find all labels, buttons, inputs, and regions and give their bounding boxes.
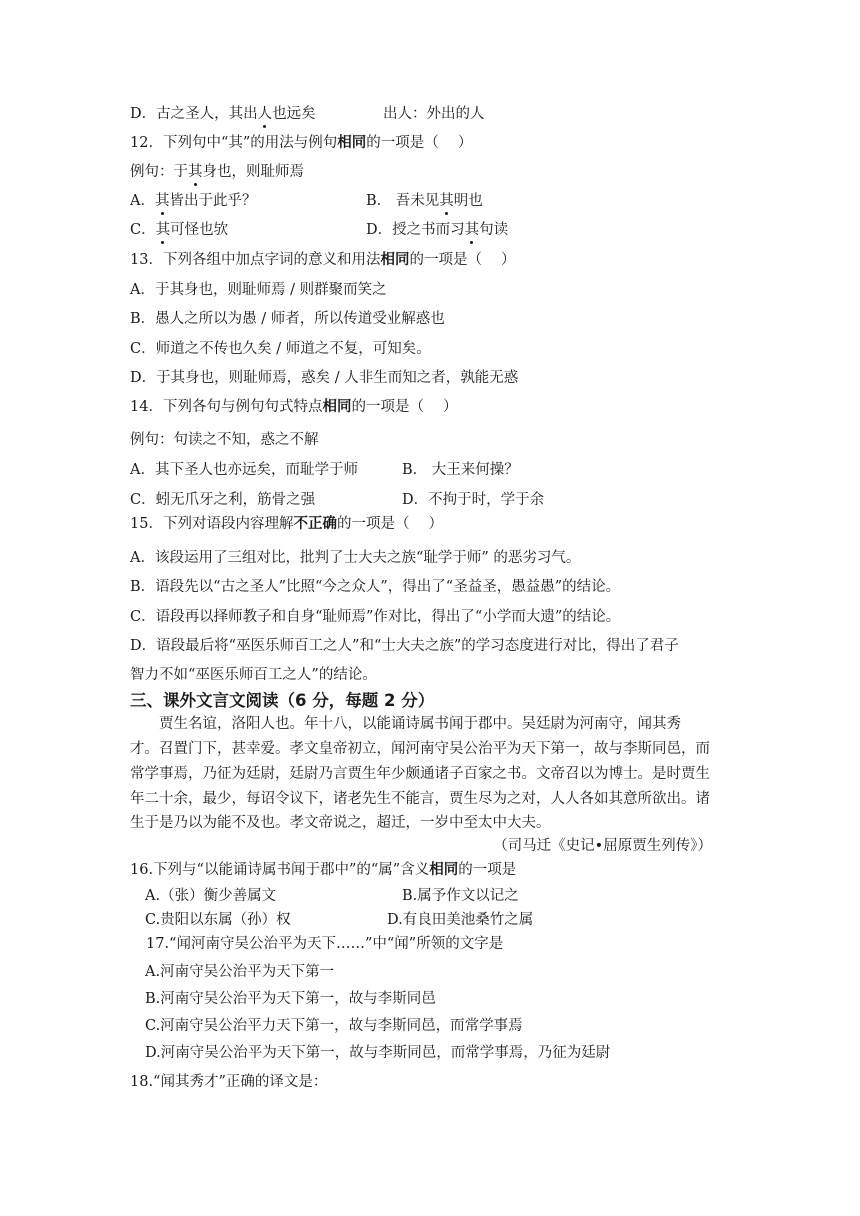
- q16-option-a: A.（张）衡少善属文: [145, 888, 277, 904]
- q17-option-a: A.河南守吴公治平为天下第一: [145, 964, 335, 980]
- q11-option-d-text-2: 也远矣: [272, 106, 316, 122]
- q15-stem: [130, 514, 443, 534]
- q13-option-c: C．师道之不传也久矣 / 师道之不复，可知矣。: [130, 341, 431, 357]
- q16-option-b: B.属予作文以记之: [402, 888, 519, 904]
- q12-option-c-text: 可怪也欤: [170, 222, 229, 238]
- q15-option-d-line2: 智力不如“巫医乐师百工之人”的结论。: [130, 667, 377, 683]
- q11-option-d-text: D．古之圣人，其出: [130, 106, 258, 122]
- q12-option-d-text: 句读: [479, 222, 509, 238]
- q12-option-b-label: B． 吾未见: [366, 193, 440, 209]
- q12-example-tail: 身也，则耻师焉: [202, 164, 304, 180]
- q15-option-c: C．语段再以择师教子和自身“耻师焉”作对比，得出了“小学而大遗”的结论。: [130, 609, 621, 625]
- q13-option-d: D．于其身也，则耻师焉，惑矣 / 人非生而知之者，孰能无惑: [130, 370, 519, 386]
- q13-stem: [130, 250, 516, 270]
- q15-stem-emphasis: 不正确: [293, 515, 337, 532]
- q11-option-d: [130, 104, 316, 124]
- q14-example: 例句：句读之不知，惑之不解: [130, 432, 319, 448]
- passage-line-3: 常学事焉，乃征为廷尉，廷尉乃言贾生年少颇通诸子百家之书。文帝召以为博士。是时贾生: [130, 766, 710, 782]
- q12-option-d-dotted: 其: [464, 222, 480, 238]
- q15-option-d-line1: D．语段最后将“巫医乐师百工之人”和“士大夫之族”的学习态度进行对比，得出了君子: [130, 638, 679, 654]
- q12-option-c-label: C．: [130, 222, 156, 238]
- passage-source: （司马迁《史记•屈原贾生列传》）: [493, 838, 712, 854]
- q15-stem-tail: 的一项是（ ）: [336, 516, 444, 532]
- q14-stem-emphasis: 相同: [322, 398, 352, 415]
- q12-stem-tail: 的一项是（ ）: [366, 135, 473, 151]
- q14-stem: [130, 397, 458, 417]
- q13-option-a: A．于其身也，则耻师焉 / 则群聚而笑之: [130, 282, 387, 298]
- passage-line-5: 生于是乃以为能不及也。孝文帝说之，超迁，一岁中至太中大夫。: [130, 815, 551, 831]
- q14-option-a: A．其下圣人也亦远矣，而耻学于师: [130, 462, 358, 478]
- passage-line-4: 年二十余，最少，每诏令议下，诸老先生不能言，贾生尽为之对，人人各如其意所欲出。诸: [130, 791, 710, 807]
- q13-stem-text: 13．下列各组中加点字词的意义和用法: [130, 252, 381, 268]
- q13-option-b: B．愚人之所以为愚 / 师者，所以传道受业解惑也: [130, 311, 445, 327]
- q12-option-d: [366, 220, 508, 240]
- section-3-heading: 三、课外文言文阅读（6 分，每题 2 分）: [130, 691, 435, 710]
- q16-option-d: D.有良田美池桑竹之属: [387, 912, 534, 928]
- q12-example-text: 例句：于: [130, 164, 188, 180]
- q18-stem: 18.“闻其秀才”正确的译文是：: [130, 1074, 328, 1090]
- q15-option-b: B．语段先以“古之圣人”比照“今之众人”，得出了“圣益圣，愚益愚”的结论。: [130, 579, 621, 595]
- q12-stem: [130, 133, 472, 153]
- q14-stem-text: 14．下列各句与例句句式特点: [130, 399, 323, 415]
- passage-line-2: 才。召置门下，甚幸爱。孝文皇帝初立，闻河南守吴公治平为天下第一，故与李斯同邑，而: [130, 741, 710, 757]
- q12-option-c: [130, 220, 228, 240]
- q17-option-b: B.河南守吴公治平为天下第一，故与李斯同邑: [145, 991, 436, 1007]
- q12-option-a-text: 皆出于此乎？: [169, 193, 257, 209]
- q12-stem-emphasis: 相同: [337, 134, 367, 151]
- q12-option-b-dotted: 其: [439, 193, 454, 209]
- q15-stem-text: 15．下列对语段内容理解: [130, 516, 294, 532]
- q12-option-a: [130, 191, 256, 211]
- q14-stem-tail: 的一项是（ ）: [351, 399, 458, 415]
- q17-stem: 17.“闻河南守吴公治平为天下……”中“闻”所领的文字是: [146, 936, 504, 952]
- q12-option-d-label: D．授之书而习: [366, 222, 465, 238]
- q12-option-a-dotted: 其: [154, 193, 170, 209]
- q12-example: [130, 162, 304, 182]
- q15-option-a: A．该段运用了三组对比，批判了士大夫之族“耻学于师” 的恶劣习气。: [130, 550, 581, 566]
- q17-option-c: C.河南守吴公治平力天下第一，故与李斯同邑，而常学事焉: [145, 1018, 523, 1034]
- q16-stem-tail: 的一项是: [458, 862, 517, 878]
- q16-option-c: C.贵阳以东属（孙）权: [145, 912, 291, 928]
- q12-option-b-text: 明也: [453, 193, 483, 209]
- passage-line-1: 贾生名谊，洛阳人也。年十八，以能诵诗属书闻于郡中。吴廷尉为河南守，闻其秀: [130, 716, 681, 732]
- q12-example-dotted: 其: [188, 164, 203, 180]
- q11-option-d-dotted: 人: [257, 106, 273, 122]
- q16-stem-text: 16.下列与“以能诵诗属书闻于郡中”的“属”含义: [130, 862, 430, 878]
- q13-stem-tail: 的一项是（ ）: [409, 252, 516, 268]
- q11-option-d-gloss: 出人：外出的人: [383, 106, 485, 122]
- q17-option-d: D.河南守吴公治平为天下第一，故与李斯同邑，而常学事焉，乃征为廷尉: [145, 1045, 611, 1061]
- q12-option-b: [366, 191, 483, 211]
- q14-option-d: D．不拘于时，学于余: [402, 492, 545, 508]
- q12-stem-text: 12．下列句中“其”的用法与例句: [130, 135, 338, 151]
- q12-option-c-dotted: 其: [155, 222, 171, 238]
- q12-option-a-label: A．: [130, 193, 155, 209]
- q16-stem-emphasis: 相同: [429, 861, 459, 878]
- q16-stem: [130, 860, 516, 880]
- q13-stem-emphasis: 相同: [380, 251, 410, 268]
- q14-option-b: B． 大王来何操？: [402, 462, 519, 478]
- q14-option-c: C．蚓无爪牙之利，筋骨之强: [130, 492, 316, 508]
